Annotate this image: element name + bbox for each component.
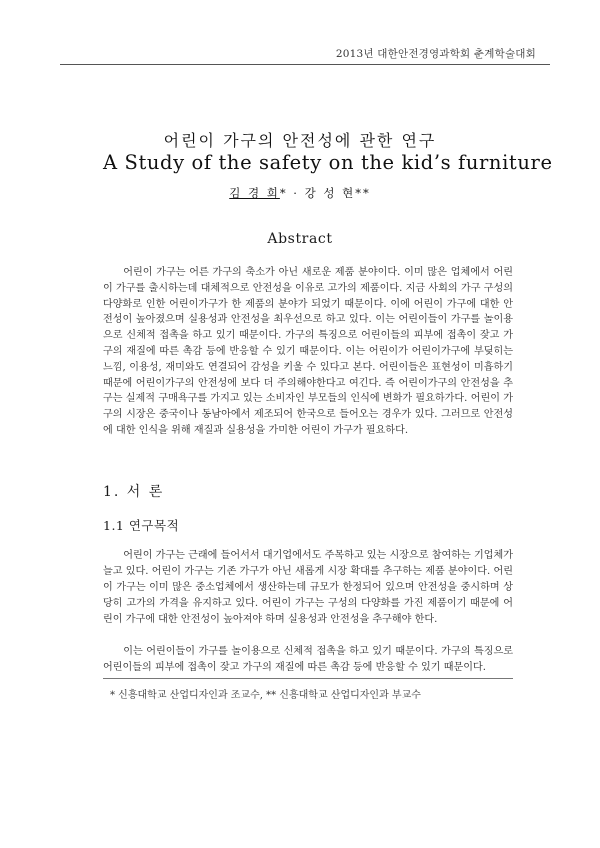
- abstract-body: 어린이 가구는 어른 가구의 축소가 아닌 새로운 제품 분야이다. 이미 많은 업체에서 어린이 가구를 출시하는데 대체적으로 안전성을 이유로 고가의 제품이다. 지금 사회의 가구 구성의 다양화로 인한 어린이가구가 한 제품의 분야가 되었기 때문이다. 이에 어린이 가구에 대한 안전성이 높아졌으며 실용성과 안전성을 최우선으로 하고 있다. 이는 어린이들이 가구를 놀이용으로 신체적 접촉을 하고 있기 때문이다. 가구의 특징으로 어린이들의 피부에 접촉이 잦고 가구의 재질에 따른 촉감 등에 반응할 수 있기 때문이다. 이는 어린이가 어린이가구에 부딪히는 느낌, 이용성, 재미와도 연결되어 감성을 키울 수 있다고 본다. 어린이들은 표현성이 미흡하기 때문에 어린이가구의 안전성에 보다 더 주의해야한다고 여긴다. 즉 어린이가구의 안전성을 추구는 실제적 구매욕구를 가지고 있는 소비자인 부모들의 인식에 변화가 필요하가다. 어린이 가구의 시장은 중국이나 동남아에서 제조되어 한국으로 들어오는 경우가 있다. 그러므로 안전성에 대한 인식을 위해 재질과 실용성을 가미한 어린이 가구가 필요하다.: [103, 267, 513, 436]
- section-heading: 1. 서 론: [103, 484, 165, 500]
- header-rule: [60, 64, 550, 65]
- author-separator: ·: [287, 186, 305, 200]
- author-first-mark: *: [279, 186, 288, 200]
- body-paragraph-2: 이는 어린이들이 가구를 놀이용으로 신체적 접촉을 하고 있기 때문이다. 가구의 특징으로 어린이들의 피부에 접촉이 잦고 가구의 재질에 따른 촉감 등에 반응할 수 있기 때문이다.: [103, 646, 513, 673]
- body-paragraph-1: 어린이 가구는 근래에 들어서서 대기업에서도 주목하고 있는 시장으로 참여하는 기업체가 늘고 있다. 어린이 가구는 기존 가구가 아닌 새롭게 시장 확대를 추구하는 제품 분야이다. 어린이 가구는 이미 많은 중소업체에서 생산하는데 규모가 한정되어 있으며 안전성을 중시하며 상당히 고가의 가격을 유지하고 있다. 어린이 가구는 구성의 다양화를 가진 제품이기 때문에 어린이 가구에 대한 안전성이 높아져야 하며 실용성과 안전성을 추구해야 한다.: [103, 550, 513, 625]
- author-first: 김 경 희: [229, 186, 280, 200]
- footnote: * 신흥대학교 산업디자인과 조교수, ** 신흥대학교 산업디자인과 부교수: [110, 690, 421, 701]
- footnote-rule: [103, 678, 513, 679]
- conference-header: 2013년 대한안전경영과학회 춘계학술대회: [335, 48, 536, 60]
- abstract-heading: Abstract: [267, 231, 333, 247]
- title-english: A Study of the safety on the kid’s furniture: [103, 151, 553, 174]
- title-korean: 어린이 가구의 안전성에 관한 연구: [163, 131, 437, 150]
- author-second-mark: **: [355, 186, 371, 200]
- subsection-heading: 1.1 연구목적: [103, 518, 180, 533]
- author-second: 강 성 현: [304, 186, 356, 200]
- authors-line: [0, 185, 600, 201]
